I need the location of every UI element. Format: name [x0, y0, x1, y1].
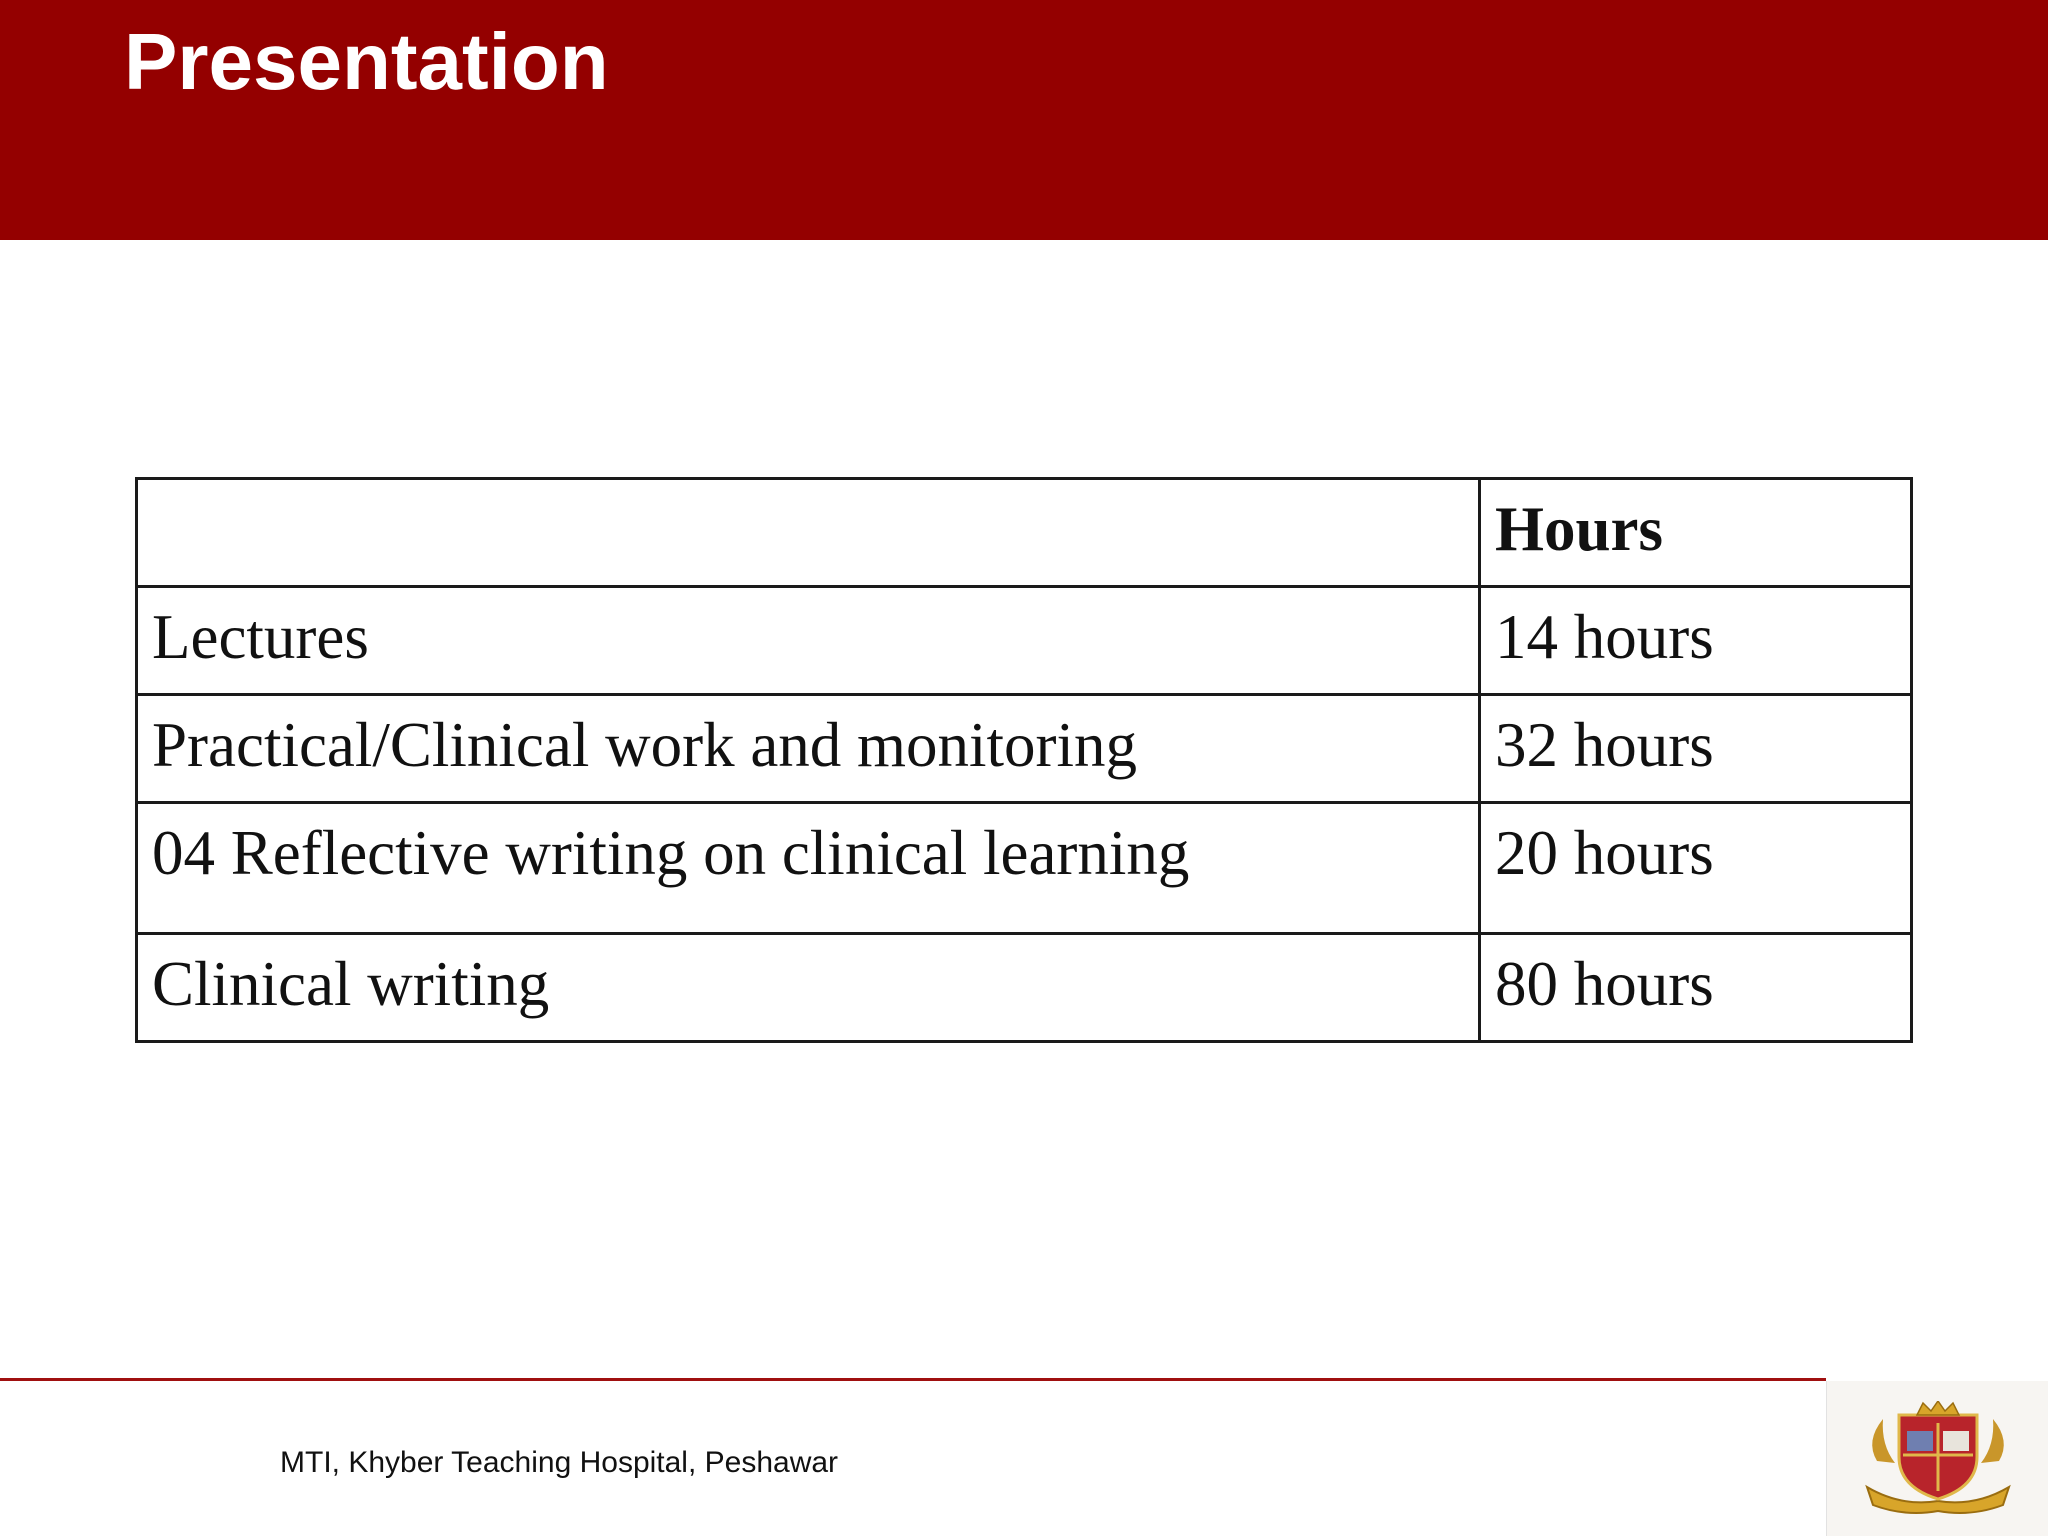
table-header-activity	[137, 479, 1480, 587]
table-row	[137, 587, 1912, 695]
hours-cell: 14 hours	[1480, 587, 1912, 695]
table-header-row	[137, 479, 1912, 587]
activity-cell: Practical/Clinical work and monitoring	[137, 695, 1480, 803]
table-row	[137, 803, 1912, 934]
hours-table	[135, 477, 1913, 1043]
hours-cell: 20 hours	[1480, 803, 1912, 934]
activity-cell: Lectures	[137, 587, 1480, 695]
activity-cell: 04 Reflective writing on clinical learning	[137, 803, 1480, 934]
activity-cell: Clinical writing	[137, 934, 1480, 1042]
slide-title: Presentation	[124, 17, 609, 106]
crest-icon	[1861, 1401, 2015, 1517]
title-bar	[0, 0, 2048, 240]
footer-divider	[0, 1378, 1826, 1381]
logo-panel	[1826, 1381, 2048, 1536]
table-row	[137, 934, 1912, 1042]
table-row	[137, 695, 1912, 803]
hours-cell: 80 hours	[1480, 934, 1912, 1042]
footer-institution: MTI, Khyber Teaching Hospital, Peshawar	[280, 1446, 839, 1479]
hours-cell: 32 hours	[1480, 695, 1912, 803]
table-header-hours: Hours	[1480, 479, 1912, 587]
